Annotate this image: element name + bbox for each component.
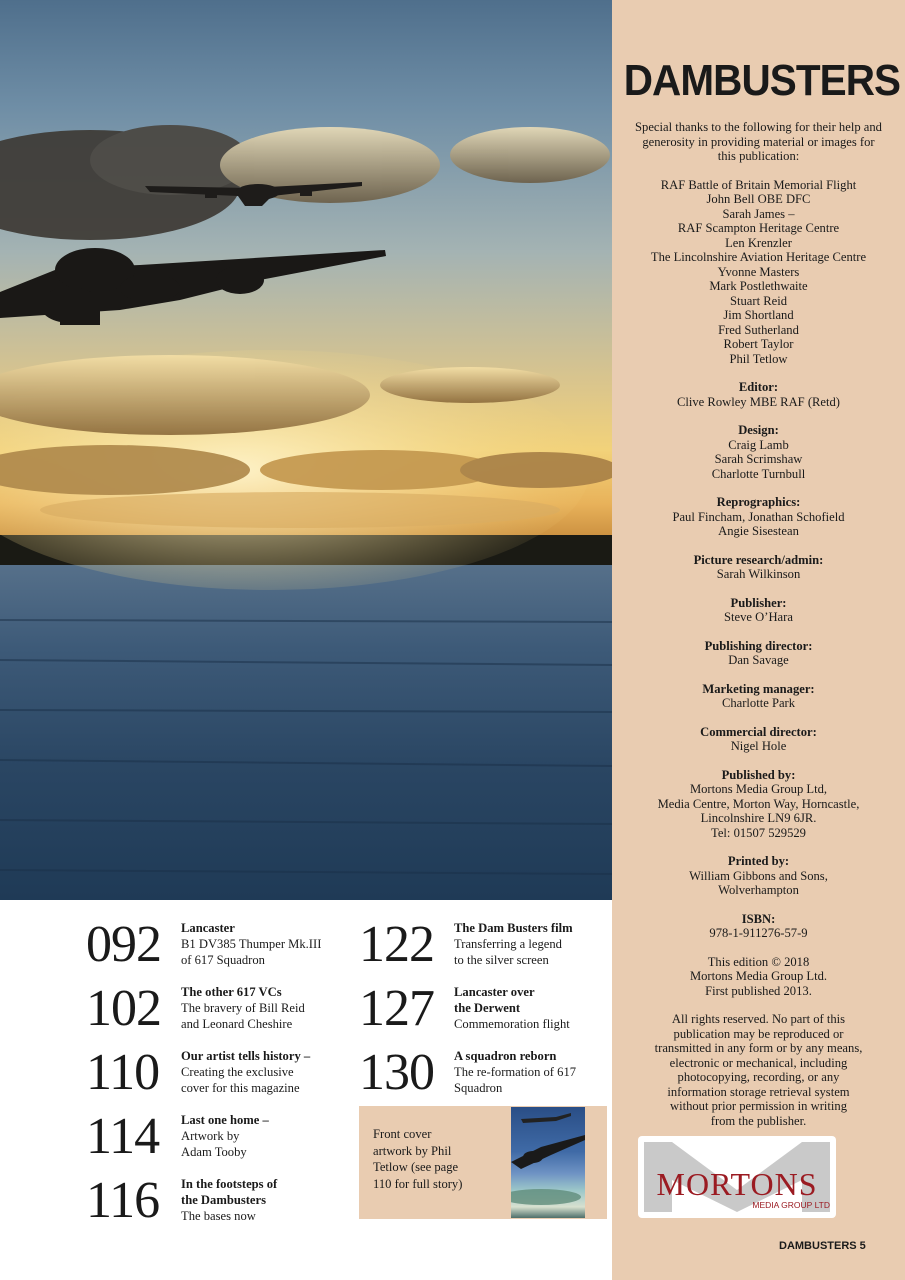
rights-line: electronic or mechanical, including bbox=[669, 1055, 848, 1070]
thanks-line: RAF Scampton Heritage Centre bbox=[677, 221, 840, 235]
credit-section bbox=[612, 725, 905, 754]
credits-column bbox=[612, 0, 905, 1280]
thanks-line: RAF Battle of Britain Memorial Flight bbox=[660, 177, 857, 192]
credit-section bbox=[612, 854, 905, 898]
credit-heading: Reprographics: bbox=[716, 495, 801, 509]
contents-entry-desc: Commemoration flight bbox=[454, 1017, 570, 1031]
thanks-line: The Lincolnshire Aviation Heritage Centre bbox=[650, 250, 867, 264]
cover-thumbnail bbox=[511, 1107, 585, 1218]
rights-line: from the publisher. bbox=[710, 1113, 807, 1128]
hero-photo bbox=[0, 0, 612, 900]
contents-entry-desc: Transferring a legend bbox=[454, 937, 562, 951]
contents-entry bbox=[454, 984, 629, 1032]
credit-line: William Gibbons and Sons, bbox=[689, 868, 828, 883]
credit-line: Tel: 01507 529529 bbox=[711, 825, 806, 840]
credit-section bbox=[612, 682, 905, 711]
cover-note-line: artwork by Phil bbox=[373, 1143, 452, 1158]
lancaster-bomber-near bbox=[0, 248, 386, 325]
thanks-line: Len Krenzler bbox=[725, 235, 792, 250]
contents-entry-title: Last one home – bbox=[181, 1113, 269, 1127]
contents-entry-desc: Creating the exclusive bbox=[181, 1065, 294, 1079]
credit-section bbox=[612, 423, 905, 481]
thanks-line: Yvonne Masters bbox=[717, 264, 800, 279]
rights-line: without prior permission in writing bbox=[669, 1099, 847, 1113]
contents-entry-desc: Artwork by bbox=[181, 1129, 240, 1143]
contents-entry-desc: to the silver screen bbox=[454, 953, 549, 967]
contents-page-number: 102 bbox=[86, 980, 161, 1037]
credit-heading: Published by: bbox=[721, 767, 796, 782]
credit-section bbox=[612, 639, 905, 668]
cover-note-text bbox=[373, 1126, 493, 1192]
credit-section bbox=[612, 912, 905, 941]
page-folio: DAMBUSTERS 5 bbox=[779, 1240, 866, 1252]
copyright-line: First published 2013. bbox=[705, 983, 812, 998]
cover-thumbnail-art bbox=[511, 1107, 585, 1218]
contents-entry bbox=[181, 1176, 356, 1224]
credit-line: Craig Lamb bbox=[728, 437, 789, 452]
cover-note-line: Front cover bbox=[373, 1127, 432, 1141]
cover-note-line: 110 for full story) bbox=[373, 1176, 463, 1191]
thanks-line: Jim Shortland bbox=[723, 308, 794, 322]
contents-entry-desc: of 617 Squadron bbox=[181, 953, 265, 967]
contents-entry-desc: cover for this magazine bbox=[181, 1081, 300, 1095]
cover-note-box bbox=[359, 1106, 607, 1219]
credit-section bbox=[612, 596, 905, 625]
contents-page-number: 127 bbox=[359, 980, 434, 1037]
credit-line: Media Centre, Morton Way, Horncastle, bbox=[657, 796, 860, 811]
thanks-list bbox=[612, 178, 905, 367]
contents-entry-title: the Dambusters bbox=[181, 1193, 267, 1207]
thanks-line: Robert Taylor bbox=[723, 337, 794, 351]
contents-entry-desc: Adam Tooby bbox=[181, 1145, 247, 1159]
credit-line: Steve O’Hara bbox=[724, 610, 793, 624]
credit-line: Sarah Scrimshaw bbox=[714, 452, 803, 466]
thanks-line: Fred Sutherland bbox=[718, 322, 799, 337]
contents-entry-title: The Dam Busters film bbox=[454, 921, 573, 935]
rights-notice bbox=[612, 1012, 905, 1128]
credit-line: Charlotte Park bbox=[721, 696, 796, 710]
credit-heading: Picture research/admin: bbox=[693, 552, 824, 567]
credit-line: Paul Fincham, Jonathan Schofield bbox=[672, 509, 845, 524]
contents-entry-desc: The re-formation of 617 bbox=[454, 1065, 577, 1079]
contents-entry-desc: and Leonard Cheshire bbox=[181, 1017, 293, 1031]
credit-heading: ISBN: bbox=[741, 911, 776, 926]
credit-line: Mortons Media Group Ltd, bbox=[689, 782, 828, 796]
contents-entry-title: the Derwent bbox=[454, 1001, 521, 1015]
copyright-line: Mortons Media Group Ltd. bbox=[689, 969, 828, 983]
thanks-line: Phil Tetlow bbox=[729, 351, 788, 366]
contents-page-number: 116 bbox=[86, 1172, 160, 1229]
credit-section bbox=[612, 380, 905, 409]
credit-heading: Publishing director: bbox=[704, 638, 813, 653]
contents-entry-title: Lancaster bbox=[181, 921, 235, 935]
contents-entry-desc: The bases now bbox=[181, 1209, 256, 1223]
cover-note-line: Tetlow (see page bbox=[373, 1160, 459, 1174]
contents-entry bbox=[181, 1048, 356, 1096]
contents-page-number: 114 bbox=[86, 1108, 160, 1165]
hero-illustration bbox=[0, 0, 612, 900]
credit-section bbox=[612, 768, 905, 841]
mortons-logo bbox=[638, 1136, 836, 1218]
credit-line: 978-1-911276-57-9 bbox=[709, 926, 808, 940]
contents-entry bbox=[181, 1112, 356, 1160]
credit-section bbox=[612, 553, 905, 582]
thanks-line: Stuart Reid bbox=[729, 293, 788, 308]
credit-line: Clive Rowley MBE RAF (Retd) bbox=[676, 394, 841, 409]
credits-body bbox=[612, 120, 905, 1128]
contents-page-number: 110 bbox=[86, 1044, 160, 1101]
copyright bbox=[612, 955, 905, 999]
contents-entry-title: In the footsteps of bbox=[181, 1177, 278, 1191]
contents-entry bbox=[454, 1048, 629, 1096]
magazine-title: DAMBUSTERS bbox=[623, 56, 901, 105]
contents-page-number: 122 bbox=[359, 916, 434, 973]
water-ripples bbox=[0, 620, 612, 874]
contents-entry bbox=[181, 920, 356, 968]
contents-entry-title: A squadron reborn bbox=[454, 1049, 557, 1063]
contents-entry-title: The other 617 VCs bbox=[181, 985, 282, 999]
credit-section bbox=[612, 495, 905, 539]
credit-line: Nigel Hole bbox=[730, 739, 787, 753]
contents-page-number: 092 bbox=[86, 916, 161, 973]
credit-line: Wolverhampton bbox=[718, 883, 799, 897]
rights-line: transmitted in any form or by any means, bbox=[654, 1041, 863, 1055]
contents-entry-desc: B1 DV385 Thumper Mk.III bbox=[181, 937, 322, 951]
rights-line: photocopying, recording, or any bbox=[677, 1070, 840, 1084]
credit-heading: Publisher: bbox=[730, 595, 787, 610]
contents-entry-title: Our artist tells history – bbox=[181, 1049, 311, 1063]
credit-heading: Printed by: bbox=[727, 854, 790, 868]
logo-subtitle: MEDIA GROUP LTD bbox=[752, 1200, 830, 1210]
credit-line: Dan Savage bbox=[728, 653, 789, 667]
credit-sections bbox=[612, 380, 905, 955]
credit-line: Charlotte Turnbull bbox=[711, 466, 806, 481]
contents-entry bbox=[181, 984, 356, 1032]
rights-line: All rights reserved. No part of this bbox=[671, 1012, 846, 1026]
contents-entry-desc: Squadron bbox=[454, 1081, 503, 1095]
logo-wordmark: MORTONS bbox=[656, 1166, 818, 1202]
rights-line: publication may be reproduced or bbox=[673, 1026, 844, 1041]
contents-page-number: 130 bbox=[359, 1044, 434, 1101]
contents-entry bbox=[454, 920, 629, 968]
contents-entry-desc: The bravery of Bill Reid bbox=[181, 1001, 305, 1015]
thanks-line: Sarah James – bbox=[722, 206, 795, 221]
credit-line: Angie Sisestean bbox=[718, 524, 799, 538]
copyright-line: This edition © 2018 bbox=[707, 954, 810, 969]
credit-heading: Marketing manager: bbox=[702, 681, 815, 696]
credit-heading: Commercial director: bbox=[700, 724, 817, 739]
credit-line: Sarah Wilkinson bbox=[716, 567, 801, 581]
thanks-line: Mark Postlethwaite bbox=[709, 279, 808, 293]
thanks-intro: Special thanks to the following for their help and generosity in providing material or images for this publication: bbox=[635, 120, 882, 163]
credit-heading: Editor: bbox=[738, 380, 779, 394]
credit-line: Lincolnshire LN9 6JR. bbox=[700, 811, 817, 825]
contents-entry-title: Lancaster over bbox=[454, 985, 535, 999]
rights-line: information storage retrieval system bbox=[667, 1084, 850, 1099]
credit-heading: Design: bbox=[738, 423, 779, 437]
thanks-line: John Bell OBE DFC bbox=[706, 192, 811, 206]
